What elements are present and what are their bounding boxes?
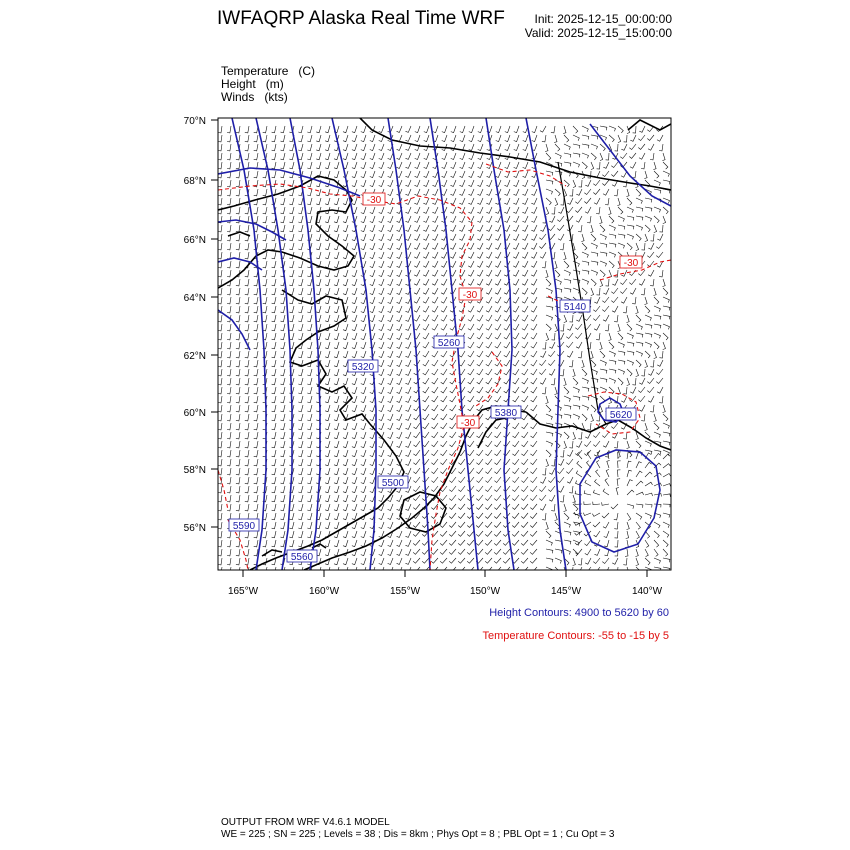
svg-text:-30: -30 — [366, 195, 382, 206]
lat-label: 66°N — [183, 235, 206, 246]
temperature-contour-label — [457, 416, 479, 429]
svg-text:5380: 5380 — [494, 408, 518, 419]
svg-text:5560: 5560 — [290, 552, 314, 563]
temperature-contour-label — [620, 256, 642, 269]
lat-label: 60°N — [183, 408, 206, 419]
svg-text:-30: -30 — [623, 258, 639, 269]
height-contour-label — [378, 476, 408, 489]
lon-label: 140°W — [631, 586, 663, 597]
lon-axis — [228, 570, 663, 597]
lat-label: 58°N — [183, 465, 206, 476]
field-unit: (kts) — [264, 90, 288, 104]
svg-text:5260: 5260 — [437, 338, 461, 349]
lat-axis — [184, 116, 218, 534]
temperature-contour-legend: Temperature Contours: -55 to -15 by 5 — [482, 630, 669, 642]
field-name: Temperature — [221, 64, 289, 78]
lon-label: 165°W — [227, 586, 259, 597]
svg-text:-30: -30 — [462, 290, 478, 301]
height-contour-label — [560, 300, 590, 313]
model-params: WE = 225 ; SN = 225 ; Levels = 38 ; Dis = 8km ; Phys Opt = 8 ; PBL Opt = 1 ; Cu Opt = 3 — [221, 829, 615, 840]
svg-text:5320: 5320 — [351, 362, 375, 373]
lat-label: 70°N — [183, 116, 206, 127]
svg-text:5620: 5620 — [609, 410, 633, 421]
svg-text:-30: -30 — [460, 418, 476, 429]
lat-label: 62°N — [183, 351, 206, 362]
lon-label: 145°W — [550, 586, 582, 597]
lon-label: 160°W — [308, 586, 340, 597]
field-name: Winds — [221, 90, 255, 104]
lon-label: 150°W — [469, 586, 501, 597]
height-contour-label — [287, 550, 317, 563]
lon-label: 155°W — [389, 586, 421, 597]
svg-text:5500: 5500 — [381, 478, 405, 489]
init-time: Init: 2025-12-15_00:00:00 — [534, 12, 672, 26]
valid-time: Valid: 2025-12-15_15:00:00 — [524, 26, 672, 40]
field-unit: (m) — [265, 77, 284, 91]
svg-text:5590: 5590 — [232, 521, 256, 532]
lat-label: 64°N — [183, 293, 206, 304]
model-info: OUTPUT FROM WRF V4.6.1 MODEL — [221, 817, 390, 828]
field-unit: (C) — [298, 64, 316, 78]
map-title: IWFAQRP Alaska Real Time WRF — [217, 8, 505, 29]
height-contour-label — [348, 360, 378, 373]
height-contour-label — [606, 408, 636, 421]
height-contour-label — [491, 406, 521, 419]
lat-label: 56°N — [183, 523, 206, 534]
height-contour-label — [434, 336, 464, 349]
svg-text:5140: 5140 — [563, 302, 587, 313]
temperature-contour-label — [459, 288, 481, 301]
temperature-contour-label — [363, 193, 385, 206]
height-contour-legend: Height Contours: 4900 to 5620 by 60 — [489, 607, 669, 619]
field-name: Height — [221, 77, 256, 91]
height-contour-label — [229, 519, 259, 532]
lat-label: 68°N — [183, 176, 206, 187]
